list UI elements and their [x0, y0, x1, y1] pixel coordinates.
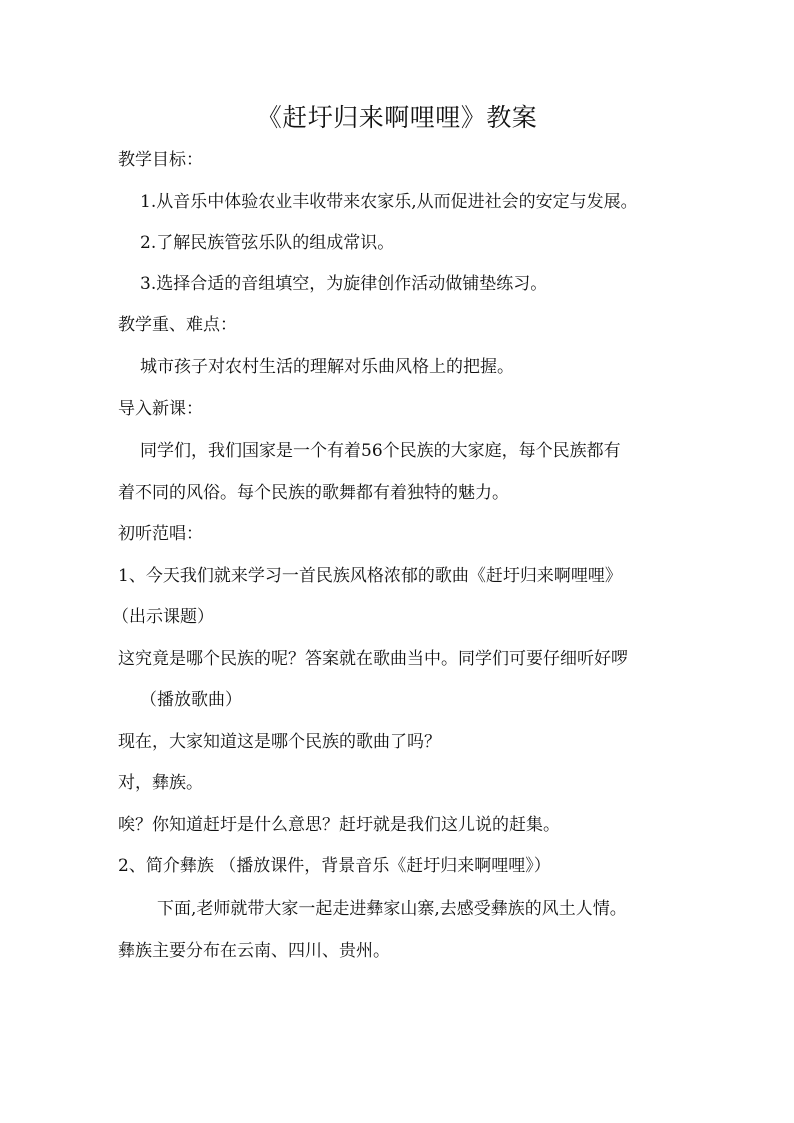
first-listen-line-6: 对，彝族。: [118, 773, 203, 793]
intro-text-line-1: 同学们，我们国家是一个有着56个民族的大家庭，每个民族都有: [140, 441, 621, 461]
key-points-heading: 教学重、难点：: [118, 315, 237, 335]
first-listen-line-1: 1、今天我们就来学习一首民族风格浓郁的歌曲《赶圩归来啊哩哩》: [118, 566, 622, 586]
first-listen-line-4: （播放歌曲）: [140, 690, 242, 710]
document-title: 《赶圩归来啊哩哩》教案: [256, 103, 538, 132]
objective-item-3: 3.选择合适的音组填空，为旋律创作活动做铺垫练习。: [140, 274, 548, 294]
first-listen-line-5: 现在，大家知道这是哪个民族的歌曲了吗？: [118, 732, 441, 752]
objective-item-1: 1.从音乐中体验农业丰收带来农家乐,从而促进社会的安定与发展。: [140, 192, 638, 212]
first-listen-line-8: 2、简介彝族 （播放课件，背景音乐《赶圩归来啊哩哩》）: [118, 856, 551, 876]
key-points-text: 城市孩子对农村生活的理解对乐曲风格上的把握。: [140, 357, 514, 377]
intro-heading: 导入新课：: [118, 399, 203, 419]
objective-item-2: 2.了解民族管弦乐队的组成常识。: [140, 233, 395, 253]
objectives-heading: 教学目标：: [118, 150, 203, 170]
first-listen-line-9: 下面,老师就带大家一起走进彝家山寨,去感受彝族的风土人情。: [157, 899, 627, 919]
intro-text-line-2: 着不同的风俗。每个民族的歌舞都有着独特的魅力。: [118, 483, 509, 503]
first-listen-heading: 初听范唱：: [118, 524, 203, 544]
first-listen-line-7: 唉？你知道赶圩是什么意思？赶圩就是我们这儿说的赶集。: [118, 815, 560, 835]
first-listen-line-2: （出示课题）: [112, 607, 214, 627]
first-listen-line-3: 这究竟是哪个民族的呢？答案就在歌曲当中。同学们可要仔细听好啰: [118, 649, 628, 669]
first-listen-line-10: 彝族主要分布在云南、四川、贵州。: [118, 941, 390, 961]
